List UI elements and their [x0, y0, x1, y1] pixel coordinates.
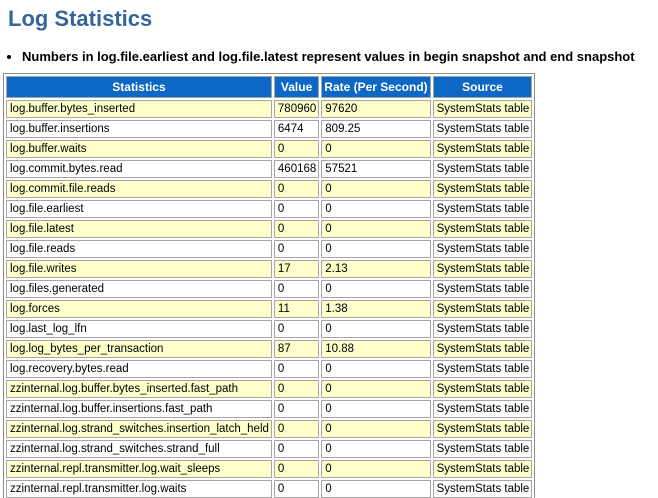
table-row [6, 180, 532, 198]
rate-cell: 0 [321, 480, 430, 498]
note-item: • Numbers in log.file.earliest and log.file.latest represent values in begin snapshot and end snapshot [22, 49, 658, 64]
rate-cell: 0 [321, 360, 430, 378]
rate-cell: 0 [321, 320, 430, 338]
source-cell: SystemStats table [433, 360, 533, 378]
value-cell: 6474 [274, 120, 319, 138]
rate-cell: 97620 [321, 100, 430, 118]
value-cell: 0 [274, 360, 319, 378]
source-cell: SystemStats table [433, 420, 533, 438]
source-cell: SystemStats table [433, 380, 533, 398]
stat-name-cell: zzinternal.log.strand_switches.insertion_latch_held [6, 420, 272, 438]
value-cell: 17 [274, 260, 319, 278]
table-body [6, 100, 532, 498]
value-cell: 0 [274, 440, 319, 458]
table-header-row [6, 76, 532, 98]
source-cell: SystemStats table [433, 140, 533, 158]
source-cell: SystemStats table [433, 480, 533, 498]
value-cell: 0 [274, 280, 319, 298]
rate-cell: 0 [321, 400, 430, 418]
log-statistics-table [3, 73, 535, 498]
column-header-rate: Rate (Per Second) [321, 76, 430, 98]
table-row [6, 280, 532, 298]
table-row [6, 360, 532, 378]
source-cell: SystemStats table [433, 300, 533, 318]
rate-cell: 0 [321, 180, 430, 198]
stat-name-cell: log.buffer.insertions [6, 120, 272, 138]
rate-cell: 0 [321, 420, 430, 438]
stat-name-cell: log.buffer.bytes_inserted [6, 100, 272, 118]
stat-name-cell: log.file.earliest [6, 200, 272, 218]
table-row [6, 420, 532, 438]
rate-cell: 0 [321, 140, 430, 158]
rate-cell: 10.88 [321, 340, 430, 358]
value-cell: 0 [274, 180, 319, 198]
value-cell: 0 [274, 480, 319, 498]
source-cell: SystemStats table [433, 200, 533, 218]
value-cell: 0 [274, 460, 319, 478]
source-cell: SystemStats table [433, 400, 533, 418]
value-cell: 11 [274, 300, 319, 318]
column-header-value: Value [274, 76, 319, 98]
rate-cell: 1.38 [321, 300, 430, 318]
stat-name-cell: log.files.generated [6, 280, 272, 298]
column-header-source: Source [433, 76, 533, 98]
rate-cell: 0 [321, 280, 430, 298]
source-cell: SystemStats table [433, 260, 533, 278]
value-cell: 0 [274, 400, 319, 418]
stat-name-cell: log.forces [6, 300, 272, 318]
stat-name-cell: zzinternal.log.buffer.bytes_inserted.fast_path [6, 380, 272, 398]
rate-cell: 0 [321, 380, 430, 398]
value-cell: 0 [274, 140, 319, 158]
source-cell: SystemStats table [433, 100, 533, 118]
source-cell: SystemStats table [433, 120, 533, 138]
table-row [6, 120, 532, 138]
stat-name-cell: log.file.latest [6, 220, 272, 238]
table-row [6, 480, 532, 498]
value-cell: 0 [274, 320, 319, 338]
table-row [6, 220, 532, 238]
source-cell: SystemStats table [433, 240, 533, 258]
page-title: Log Statistics [8, 6, 153, 31]
rate-cell: 0 [321, 200, 430, 218]
table-row [6, 380, 532, 398]
table-row [6, 140, 532, 158]
value-cell: 0 [274, 240, 319, 258]
stat-name-cell: log.commit.file.reads [6, 180, 272, 198]
table-row [6, 300, 532, 318]
table-row [6, 320, 532, 338]
value-cell: 0 [274, 200, 319, 218]
rate-cell: 2.13 [321, 260, 430, 278]
stat-name-cell: log.buffer.waits [6, 140, 272, 158]
value-cell: 0 [274, 420, 319, 438]
source-cell: SystemStats table [433, 220, 533, 238]
stat-name-cell: zzinternal.log.buffer.insertions.fast_path [6, 400, 272, 418]
stat-name-cell: log.file.writes [6, 260, 272, 278]
rate-cell: 0 [321, 220, 430, 238]
table-row [6, 400, 532, 418]
stat-name-cell: zzinternal.log.strand_switches.strand_full [6, 440, 272, 458]
table-row [6, 100, 532, 118]
rate-cell: 0 [321, 440, 430, 458]
value-cell: 87 [274, 340, 319, 358]
source-cell: SystemStats table [433, 160, 533, 178]
column-header-statistics: Statistics [6, 76, 272, 98]
stat-name-cell: zzinternal.repl.transmitter.log.waits [6, 480, 272, 498]
stat-name-cell: log.file.reads [6, 240, 272, 258]
stat-name-cell: log.log_bytes_per_transaction [6, 340, 272, 358]
rate-cell: 0 [321, 460, 430, 478]
stat-name-cell: zzinternal.repl.transmitter.log.wait_sleeps [6, 460, 272, 478]
table-row [6, 200, 532, 218]
table-row [6, 440, 532, 458]
stat-name-cell: log.commit.bytes.read [6, 160, 272, 178]
value-cell: 460168 [274, 160, 319, 178]
stat-name-cell: log.recovery.bytes.read [6, 360, 272, 378]
table-row [6, 460, 532, 478]
source-cell: SystemStats table [433, 440, 533, 458]
source-cell: SystemStats table [433, 460, 533, 478]
table-row [6, 340, 532, 358]
table-row [6, 160, 532, 178]
value-cell: 0 [274, 220, 319, 238]
stat-name-cell: log.last_log_lfn [6, 320, 272, 338]
value-cell: 780960 [274, 100, 319, 118]
value-cell: 0 [274, 380, 319, 398]
table-row [6, 260, 532, 278]
table-row [6, 240, 532, 258]
source-cell: SystemStats table [433, 180, 533, 198]
source-cell: SystemStats table [433, 320, 533, 338]
notes-list [0, 49, 658, 64]
source-cell: SystemStats table [433, 340, 533, 358]
rate-cell: 57521 [321, 160, 430, 178]
rate-cell: 0 [321, 240, 430, 258]
table-header [6, 76, 532, 98]
source-cell: SystemStats table [433, 280, 533, 298]
rate-cell: 809.25 [321, 120, 430, 138]
